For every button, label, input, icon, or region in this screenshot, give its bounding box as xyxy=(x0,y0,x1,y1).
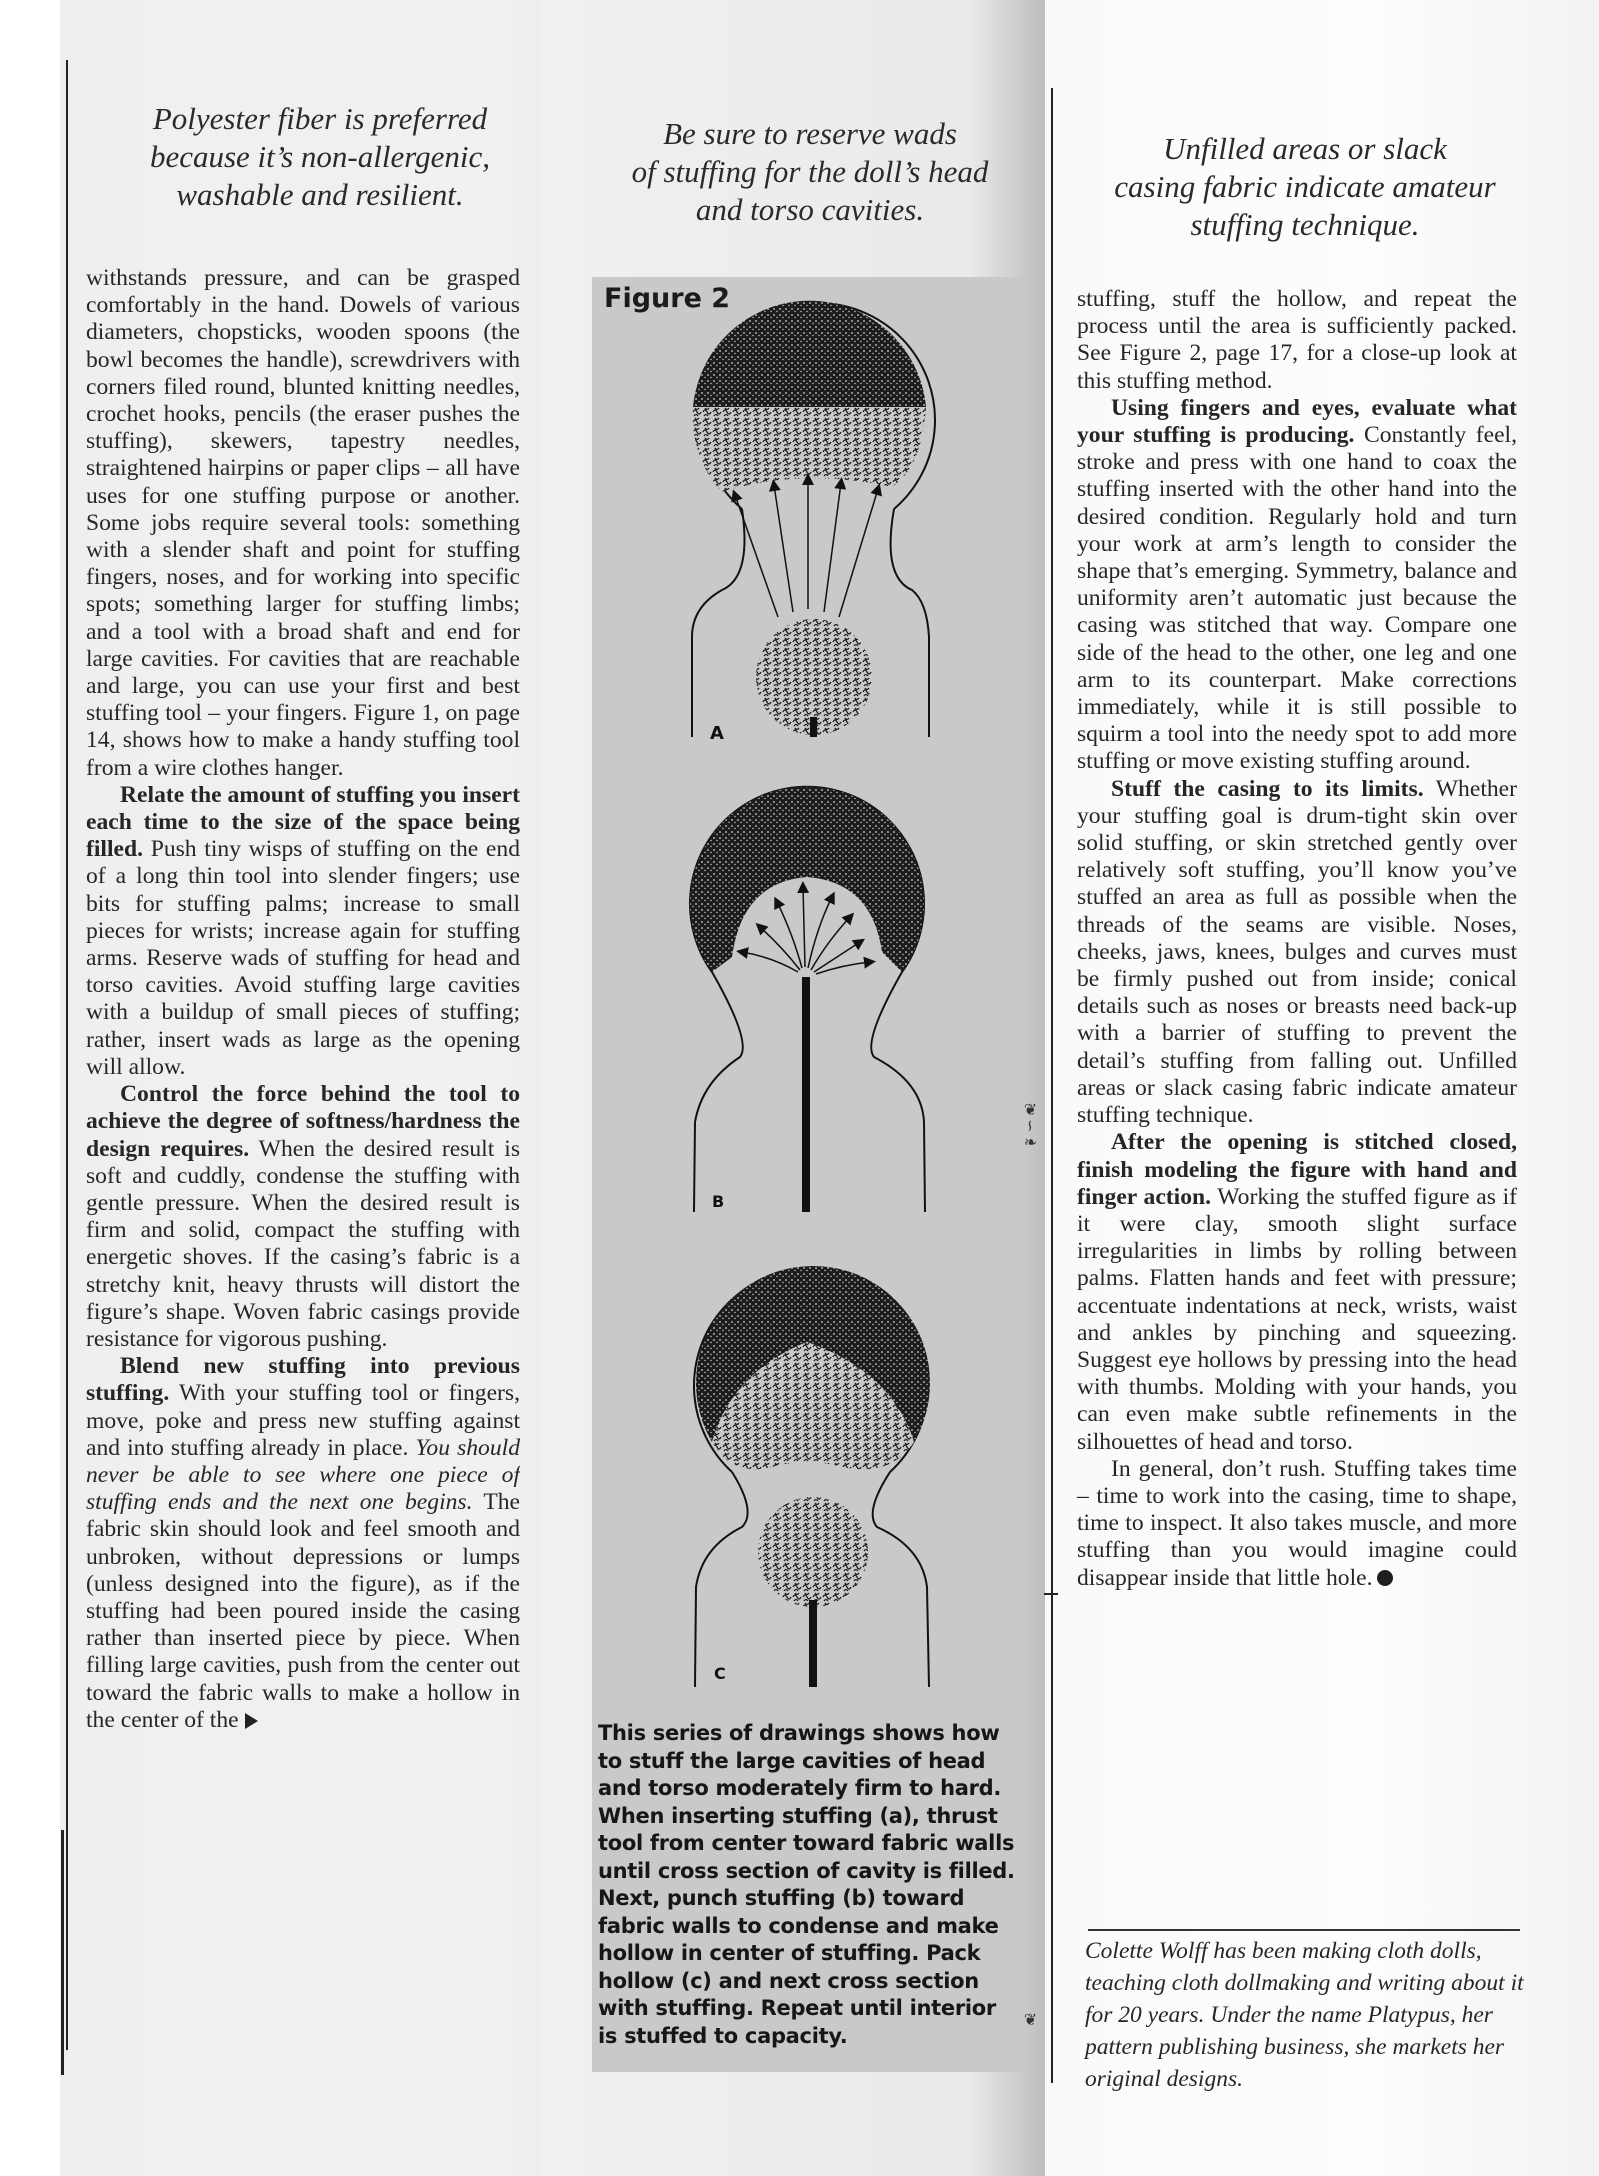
paragraph-text: stuffing, stuff the hollow, and repeat the process until the area is sufficiently packed. See Figure 2, page 17, for a close-up look at this stuffing method. xyxy=(1077,286,1517,394)
paragraph-heading: Blend new stuffing into previous stuffing. xyxy=(86,1353,520,1407)
stuffing-tool xyxy=(809,1600,817,1687)
paragraph xyxy=(1077,1129,1517,1455)
pull-quote-line: and torso cavities. xyxy=(695,192,925,227)
body-outline-right xyxy=(871,972,925,1212)
end-mark-icon xyxy=(1377,1570,1393,1586)
head-loose-stuffing xyxy=(693,407,926,492)
pull-quote-line: Be sure to reserve wads xyxy=(663,116,957,151)
caption-text: This series of drawings shows how to stuff the large cavities of head and torso moderately firm to hard. When inserting stuffing (a), thrust tool from center toward fabric walls until cross section of cavity is filled. Next, punch stuffing (b) toward fabric walls to condense and make hollow in center of stuffing. Pack hollow (c) and next cross section with stuffing. Repeat until interior is stuffed to capacity. xyxy=(598,1721,1015,2048)
pull-quote-middle xyxy=(590,115,1030,229)
left-edge-rule xyxy=(61,1830,64,2075)
paragraph-text: Push tiny wisps of stuffing on the end of a long thin tool into slender fingers; use bits for stuffing palms; increase to small pieces for wrists; increase again for stuffing arms. Reserve wads of stuffing for head and torso cavities. Avoid stuffing large cavities with a buildup of small pieces of stuffing; rather, insert wads as large as the opening will allow. xyxy=(86,836,520,1080)
paragraph xyxy=(86,1353,520,1734)
thrust-arrows xyxy=(735,479,878,617)
paragraph-text: Constantly feel, stroke and press with one hand to coax the stuffing inserted with the other hand into the desired condition. Regularly hold and turn your work at arm’s length to consider the shape that’s emerging. Symmetry, balance and uniformity aren’t automatic just because the casing was stitched that way. Compare one side of the head to the other, one leg and one arm to its counterpart. Make corrections immediately, while it is still possible to squirm a tool into the needy spot to add more stuffing or move existing stuffing around. xyxy=(1077,422,1518,775)
punch-arrows xyxy=(742,887,870,974)
pull-quote-line: Polyester fiber is preferred xyxy=(152,101,488,136)
right-column-rule xyxy=(1051,88,1053,2083)
body-outline-right xyxy=(891,509,929,737)
head-dense-stuffing xyxy=(690,787,924,972)
figure-panel-a xyxy=(592,277,1024,747)
gutter-tick xyxy=(1044,1593,1058,1595)
paragraph-text: With your stuffing tool or fingers, move, poke and press new stuffing against and into stuffing already in place. xyxy=(86,1380,520,1461)
paragraph xyxy=(1077,395,1517,776)
panel-label-a: A xyxy=(710,723,724,744)
pull-quote-line: because it’s non-allergenic, xyxy=(149,139,491,174)
paragraph xyxy=(1077,286,1517,395)
paragraph xyxy=(1077,776,1517,1130)
figure-panel-c xyxy=(592,1242,1024,1702)
panel-label-c: C xyxy=(714,1664,726,1683)
paragraph xyxy=(86,265,520,782)
paragraph-text: Whether your stuffing goal is drum-tight skin over solid stuffing, or skin stretched gently over relatively soft stuffing, you’ll know you’ve stuffed an area as full as possible when the threads of the seams are visible. Noses, cheeks, jaws, knees, bulges and curves must be firmly pushed out from inside; conical details such as noses or breasts need back-up with a barrier of stuffing to prevent the detail’s stuffing from falling out. Unfilled areas or slack casing fabric indicate amateur stuffing technique. xyxy=(1077,775,1518,1129)
figure-caption xyxy=(598,1720,1018,2050)
pull-quote-right xyxy=(1085,130,1525,244)
stuffing-tool xyxy=(802,977,810,1212)
stuffing-wad xyxy=(758,1497,868,1607)
paragraph-text: The fabric skin should look and feel smooth and unbroken, without depressions or lumps (unless designed into the figure), as if the stuffing had been poured inside the casing rather than inserted piece by piece. When filling large cavities, push from the center out toward the fabric walls to make a hollow in the center of the xyxy=(86,1489,520,1733)
right-article-column xyxy=(1077,286,1517,1592)
author-bio: Colette Wolff has been making cloth dolls, teaching cloth dollmaking and writing about it for 20 years. Under the name Platypus, her pattern publishing business, she markets her original designs. xyxy=(1085,1938,1524,2092)
paragraph xyxy=(86,782,520,1081)
pull-quote-line: stuffing technique. xyxy=(1190,207,1420,242)
left-article-column xyxy=(86,265,520,2055)
body-outline-left xyxy=(695,1472,748,1687)
paragraph-text: withstands pressure, and can be grasped comfortably in the hand. Dowels of various diameters, chopsticks, wooden spoons (the bowl becomes the handle), screwdrivers with corners filed round, blunted knitting needles, crochet hooks, pencils (the eraser pushes the stuffing), skewers, tapestry needles, straightened hairpins or paper clips – all have uses for one stuffing purpose or another. Some jobs require several tools: something with a slender shaft and point for stuffing fingers, noses, and for working into specific spots; something larger for stuffing limbs; and a tool with a broad shaft and end for large cavities. For cavities that are reachable and large, you can use your first and best stuffing tool – your fingers. Figure 1, on page 14, shows how to make a handy stuffing tool from a wire clothes hanger. xyxy=(86,265,520,781)
figure-title: Figure 2 xyxy=(604,283,731,314)
paragraph-heading: Stuff the casing to its limits. xyxy=(1111,775,1424,802)
body-outline-left xyxy=(694,972,743,1212)
paragraph-text: When the desired result is soft and cuddly, condense the stuffing with gentle pressure. When the desired result is firm and solid, compact the stuffing with energetic shoves. If the casing’s fabric is a stretchy knit, heavy thrusts will distort the figure’s shape. Woven fabric casings provide resistance for vigorous pushing. xyxy=(86,1135,520,1352)
continue-arrow-icon xyxy=(245,1713,258,1729)
body-outline-left xyxy=(692,509,745,737)
figure-panel-b xyxy=(592,782,1024,1222)
paragraph xyxy=(86,1081,520,1353)
paragraph-text: Working the stuffed figure as if it were clay, smooth slight surface irregularities in limbs by rolling between palms. Flatten hands and feet with pressure; accentuate indentations at neck, wrists, waist and ankles by pinching and squeezing. Suggest eye hollows by pressing into the head with thumbs. Molding with your hands, you can even make subtle refinements in the silhouettes of head and torso. xyxy=(1077,1183,1517,1455)
body-outline-right xyxy=(873,1472,929,1687)
pull-quote-line: washable and resilient. xyxy=(176,177,464,212)
panel-label-b: B xyxy=(712,1192,725,1211)
ornament-icon: ❦∽❧ xyxy=(1021,1100,1038,1152)
bio-divider xyxy=(1088,1929,1520,1931)
ornament-icon: ❦ xyxy=(1021,2010,1038,2029)
paragraph-text: In general, don’t rush. Stuffing takes time – time to work into the casing, time to shape, time to inspect. It also takes muscle, and more stuffing than you would imagine could disappear inside that little hole. xyxy=(1077,1455,1517,1591)
paragraph-heading: After the opening is stitched closed, finish modeling the figure with hand and finger action. xyxy=(1077,1129,1517,1210)
paragraph-emphasis: You should never be able to see where one piece of stuffing ends and the next one begins. xyxy=(86,1434,520,1516)
pull-quote-left xyxy=(100,100,540,214)
paragraph-heading: Relate the amount of stuffing you insert each time to the size of the space being filled. xyxy=(86,781,520,863)
stuffing-tool xyxy=(810,717,817,737)
head-dense-stuffing xyxy=(693,301,926,407)
left-column-rule xyxy=(66,60,68,2050)
paragraph-heading: Using fingers and eyes, evaluate what your stuffing is producing. xyxy=(1077,394,1517,449)
pull-quote-line: casing fabric indicate amateur xyxy=(1114,169,1496,204)
figure-2 xyxy=(592,277,1024,2072)
pull-quote-line: Unfilled areas or slack xyxy=(1163,131,1447,166)
paragraph-heading: Control the force behind the tool to achieve the degree of softness/hardness the design requires. xyxy=(86,1081,520,1162)
pull-quote-line: of stuffing for the doll’s head xyxy=(631,154,989,189)
paragraph xyxy=(1077,1456,1517,1592)
